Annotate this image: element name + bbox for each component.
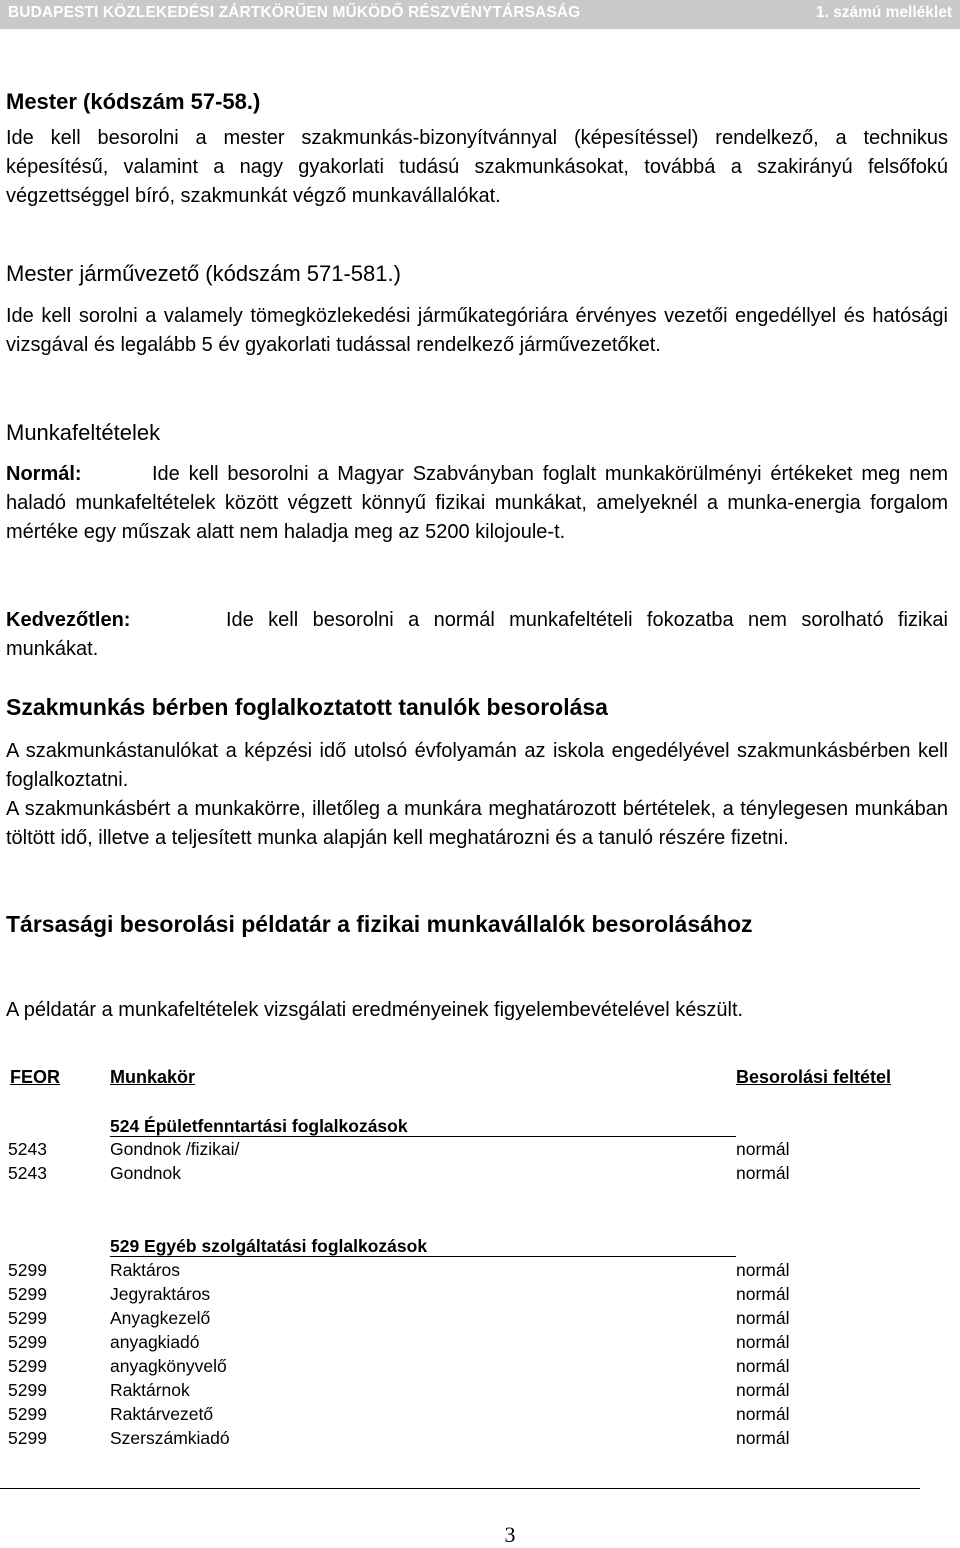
row-besorolas: normál: [736, 1308, 790, 1328]
mester-jarmuvezeto-text: Ide kell sorolni a valamely tömegközlekedési járműkategóriára érvényes vezetői engedéllyel és hatósági vizsgával és legalább 5 év gyakorlati tudással rendelkező járművezetőket.: [6, 305, 948, 356]
row-munkakor: Raktáros: [110, 1260, 181, 1280]
szakmunkas-p2: A szakmunkásbért a munkakörre, illetőleg a munkára meghatározott bértételek, a ténylegesen munkában töltött idő, illetve a teljesített munka alapján kell meghatározni és a tanuló részére fizetni.: [6, 798, 948, 849]
row-munkakor: Szerszámkiadó: [110, 1428, 230, 1448]
group-title: 524 Épületfenntartási foglalkozások: [110, 1116, 736, 1137]
row-feor: 5243: [8, 1163, 47, 1183]
page-number: 3: [504, 1522, 516, 1547]
annex-label: 1. számú melléklet: [815, 4, 952, 21]
row-feor: 5299: [8, 1356, 47, 1376]
row-besorolas: normál: [736, 1380, 790, 1400]
mester-text: Ide kell besorolni a mester szakmunkás-bizonyítvánnyal (képesítéssel) rendelkező, a technikus képesítésű, valamint a nagy gyakorlati tudású szakmunkásokat, továbbá a szakirányú felsőfokú végzettséggel bíró, szakmunkát végző munkavállalókat.: [6, 127, 948, 207]
munkafeltetelek-title: Munkafeltételek: [6, 420, 161, 445]
mester-jarmuvezeto-title: Mester járművezető (kódszám 571-581.): [6, 261, 401, 286]
row-besorolas: normál: [736, 1163, 790, 1183]
row-feor: 5243: [8, 1139, 47, 1159]
footer-rule: [0, 1488, 920, 1489]
kedvezotlen-label: Kedvezőtlen:: [6, 609, 131, 631]
row-feor: 5299: [8, 1308, 47, 1328]
row-munkakor: Raktárvezető: [110, 1404, 214, 1424]
row-munkakor: Gondnok: [110, 1163, 182, 1183]
peldatar-title: Társasági besorolási példatár a fizikai munkavállalók besorolásához: [6, 911, 753, 937]
row-munkakor: Anyagkezelő: [110, 1308, 211, 1328]
row-munkakor: Raktárnok: [110, 1380, 190, 1400]
peldatar-text: A példatár a munkafeltételek vizsgálati eredményeinek figyelembevételével készült.: [6, 999, 744, 1021]
col-header-feor: FEOR: [10, 1067, 61, 1087]
row-feor: 5299: [8, 1380, 47, 1400]
row-besorolas: normál: [736, 1404, 790, 1424]
row-feor: 5299: [8, 1428, 47, 1448]
company-name: BUDAPESTI KÖZLEKEDÉSI ZÁRTKÖRŰEN MŰKÖDŐ RÉSZVÉNYTÁRSASÁG: [8, 4, 581, 21]
row-feor: 5299: [8, 1404, 47, 1424]
row-feor: 5299: [8, 1284, 47, 1304]
szakmunkas-p1: A szakmunkástanulókat a képzési idő utolsó évfolyamán az iskola engedélyével szakmunkásbérben kell foglalkoztatni.: [6, 740, 948, 791]
row-besorolas: normál: [736, 1139, 790, 1159]
row-munkakor: Gondnok /fizikai/: [110, 1139, 240, 1159]
row-besorolas: normál: [736, 1284, 790, 1304]
col-header-besorolas: Besorolási feltétel: [736, 1067, 892, 1087]
row-munkakor: Jegyraktáros: [110, 1284, 211, 1304]
group-title: 529 Egyéb szolgáltatási foglalkozások: [110, 1236, 736, 1257]
col-header-munkakor: Munkakör: [110, 1067, 196, 1087]
row-feor: 5299: [8, 1260, 47, 1280]
row-munkakor: anyagkiadó: [110, 1332, 200, 1352]
normal-label: Normál:: [6, 463, 82, 485]
row-besorolas: normál: [736, 1428, 790, 1448]
normal-text: Ide kell besorolni a Magyar Szabványban foglalt munkakörülményi értékeket meg nem haladó munkafeltételek között végzett könnyű fizikai munkákat, amelyeknél a munka-energia forgalom mértéke egy műszak alatt nem haladja meg az 5200 kilojoule-t.: [6, 463, 948, 543]
szakmunkas-title: Szakmunkás bérben foglalkoztatott tanulók besorolása: [6, 694, 608, 720]
row-munkakor: anyagkönyvelő: [110, 1356, 227, 1376]
mester-title: Mester (kódszám 57-58.): [6, 89, 261, 114]
row-besorolas: normál: [736, 1356, 790, 1376]
kedvezotlen-text: Ide kell besorolni a normál munkafeltételi fokozatba nem sorolható fizikai munkákat.: [6, 609, 948, 660]
row-besorolas: normál: [736, 1332, 790, 1352]
row-feor: 5299: [8, 1332, 47, 1352]
row-besorolas: normál: [736, 1260, 790, 1280]
